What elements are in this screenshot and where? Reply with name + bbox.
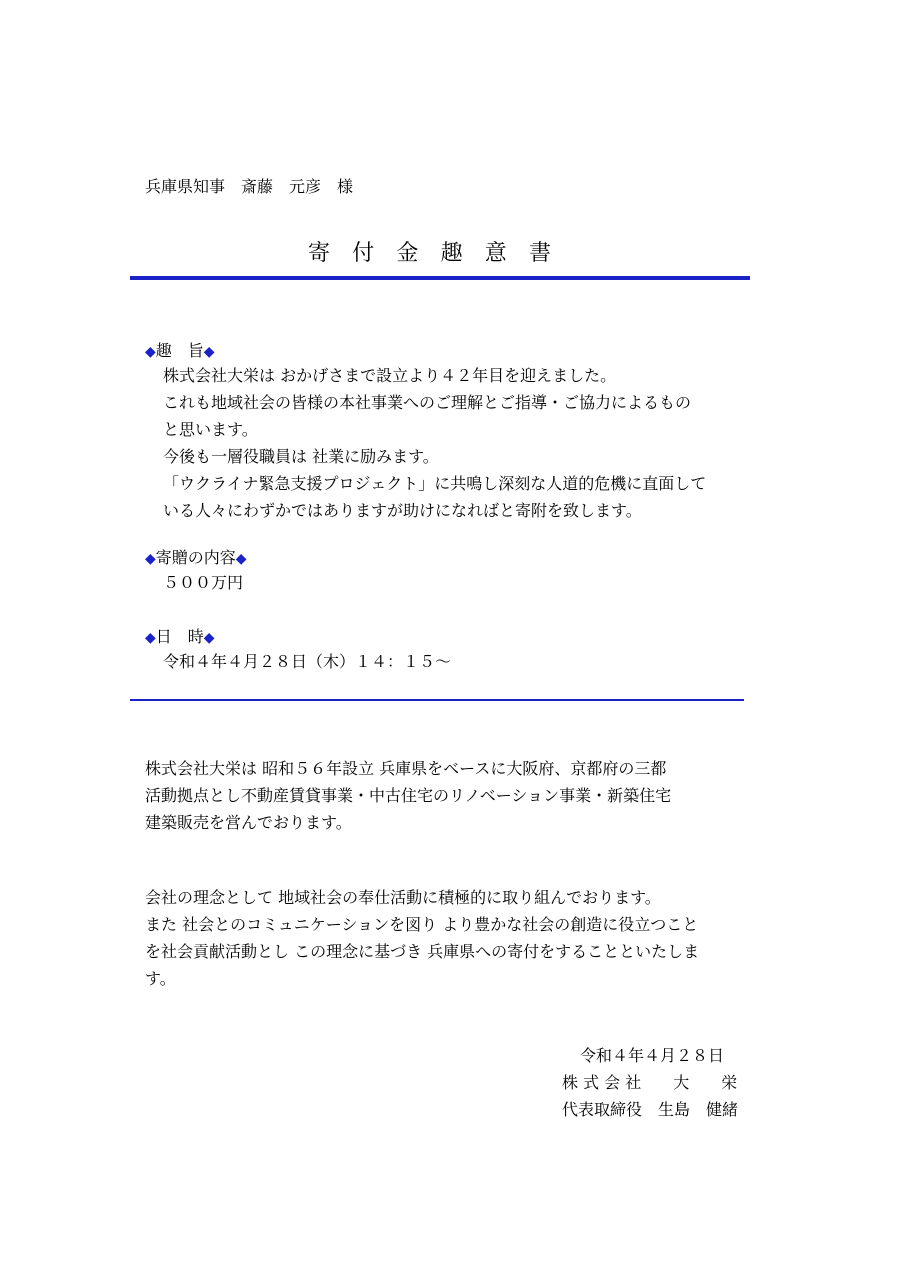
paragraph-line: 会社の理念として 地域社会の奉仕活動に積極的に取り組んでおります。 bbox=[145, 888, 661, 907]
diamond-bullet-icon: ◆ bbox=[203, 344, 215, 360]
diamond-bullet-icon: ◆ bbox=[145, 344, 156, 360]
body-line: いる人々にわずかではありますが助けになればと寄附を致します。 bbox=[163, 501, 642, 520]
section-body bbox=[163, 569, 247, 596]
body-line: と思います。 bbox=[163, 420, 258, 439]
paragraph-line: 株式会社大栄は 昭和５６年設立 兵庫県をベースに大阪府、京都府の三都 bbox=[145, 759, 667, 778]
section-datetime bbox=[145, 624, 451, 675]
section-contents bbox=[145, 545, 247, 596]
philosophy-paragraph bbox=[145, 884, 699, 992]
body-line: 「ウクライナ緊急支援プロジェクト」に共鳴し深刻な人道的危機に直面して bbox=[163, 474, 707, 493]
donation-amount: ５００万円 bbox=[163, 573, 244, 592]
section-body bbox=[163, 648, 451, 675]
body-line: これも地域社会の皆様の本社事業へのご理解とご指導・ご協力によるもの bbox=[163, 393, 692, 412]
addressee: 兵庫県知事 斎藤 元彦 様 bbox=[145, 177, 354, 196]
section-heading bbox=[145, 624, 451, 647]
section-heading bbox=[145, 545, 247, 568]
signature-date: 令和４年４月２８日 bbox=[580, 1046, 725, 1065]
diamond-bullet-icon: ◆ bbox=[235, 551, 247, 567]
event-datetime: 令和４年４月２８日（木）１４：１５～ bbox=[163, 652, 452, 671]
diamond-bullet-icon: ◆ bbox=[145, 630, 156, 646]
signature-representative: 代表取締役 生島 健緒 bbox=[562, 1100, 739, 1119]
paragraph-line: また 社会とのコミュニケーションを図り より豊かな社会の創造に役立つこと bbox=[145, 915, 699, 934]
signature-block bbox=[562, 1042, 738, 1123]
document-title: 寄 付 金 趣 意 書 bbox=[308, 241, 552, 266]
signature-company: 株 式 会 社 大 栄 bbox=[562, 1073, 738, 1092]
paragraph-line: 建築販売を営んでおります。 bbox=[145, 813, 352, 832]
paragraph-line: を社会貢献活動とし この理念に基づき 兵庫県への寄付をすることといたしま bbox=[145, 942, 700, 961]
paragraph-line: 活動拠点とし不動産賃貸事業・中古住宅のリノベーション事業・新築住宅 bbox=[145, 786, 672, 805]
body-line: 株式会社大栄は おかげさまで設立より４２年目を迎えました。 bbox=[163, 366, 617, 385]
diamond-bullet-icon: ◆ bbox=[203, 630, 215, 646]
section-heading-label: 趣 旨 bbox=[155, 341, 204, 360]
company-paragraph bbox=[145, 755, 671, 836]
section-purpose bbox=[145, 338, 706, 524]
section-heading-label: 寄贈の内容 bbox=[155, 548, 236, 567]
title-underline bbox=[130, 276, 750, 280]
section-heading-label: 日 時 bbox=[155, 627, 204, 646]
diamond-bullet-icon: ◆ bbox=[145, 551, 156, 567]
section-body bbox=[163, 362, 706, 524]
body-line: 今後も一層役職員は 社業に励みます。 bbox=[163, 447, 439, 466]
paragraph-line: す。 bbox=[145, 969, 176, 988]
section-heading bbox=[145, 338, 706, 361]
section-divider bbox=[130, 699, 744, 701]
